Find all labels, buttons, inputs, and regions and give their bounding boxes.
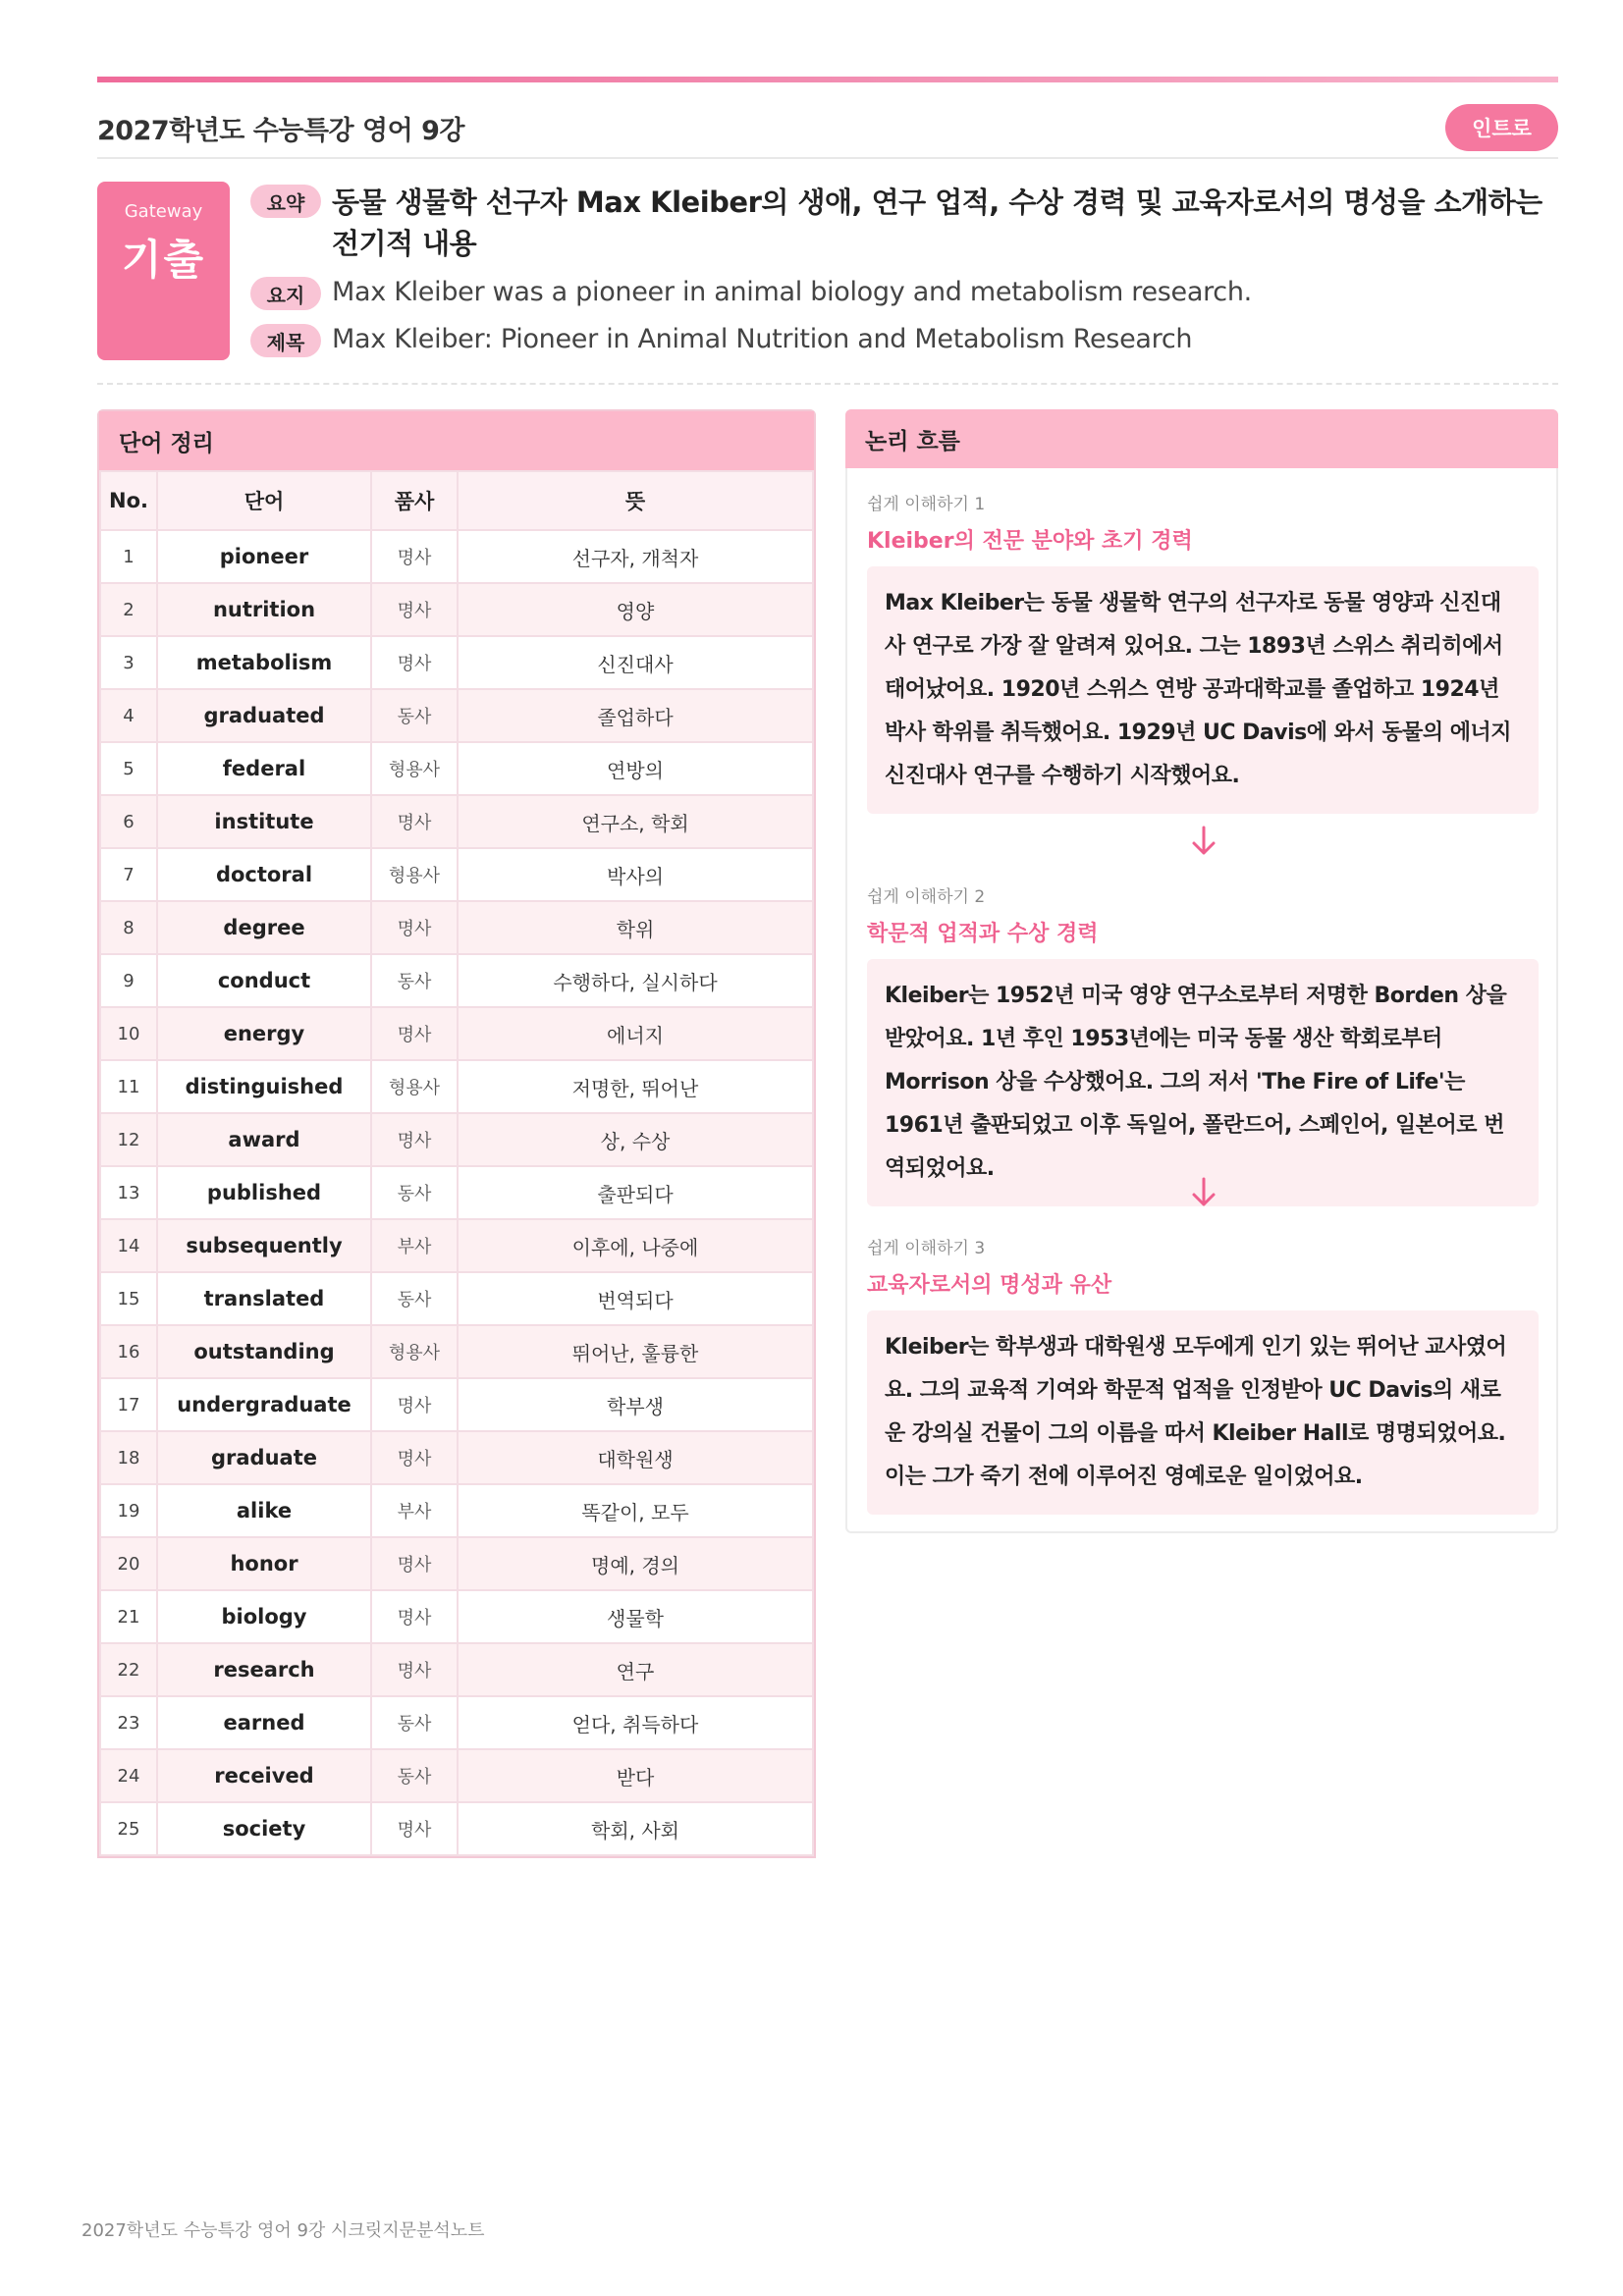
col-header-no: No. xyxy=(100,471,157,530)
vocab-table xyxy=(99,470,814,1856)
step-title: 교육자로서의 명성과 유산 xyxy=(867,1273,1112,1298)
vocab-meaning: 상, 수상 xyxy=(458,1113,813,1166)
vocab-word: institute xyxy=(157,795,371,848)
step-body: Kleiber는 학부생과 대학원생 모두에게 인기 있는 뛰어난 교사였어요. 그의 교육적 기여와 학문적 업적을 인정받아 UC Davis의 새로운 강의실 건물이 그의 이름을 따서 Kleiber Hall로 명명되었어요. 이는 그가 죽기 전에 이루어진 영예로운 일이었어요. xyxy=(867,1310,1539,1515)
vocab-pos: 동사 xyxy=(371,1166,458,1219)
vocab-no: 21 xyxy=(100,1590,157,1643)
vocab-no: 17 xyxy=(100,1378,157,1431)
vocab-no: 24 xyxy=(100,1749,157,1802)
summary-row xyxy=(250,182,1561,264)
step-title: Kleiber의 전문 분야와 초기 경력 xyxy=(867,529,1193,554)
vocab-heading: 단어 정리 xyxy=(99,411,814,470)
vocab-meaning: 번역되다 xyxy=(458,1272,813,1325)
gist-row xyxy=(250,274,1561,311)
vocab-pos: 명사 xyxy=(371,1378,458,1431)
vocab-header-row xyxy=(100,471,813,530)
vocab-pos: 부사 xyxy=(371,1484,458,1537)
vocab-no: 3 xyxy=(100,636,157,689)
vocab-row xyxy=(100,1378,813,1431)
vocab-row xyxy=(100,1007,813,1060)
vocab-row xyxy=(100,689,813,742)
vocab-word: society xyxy=(157,1802,371,1855)
vocab-word: alike xyxy=(157,1484,371,1537)
vocab-meaning: 학회, 사회 xyxy=(458,1802,813,1855)
vocab-row xyxy=(100,1166,813,1219)
vocab-no: 7 xyxy=(100,848,157,901)
vocab-meaning: 선구자, 개척자 xyxy=(458,530,813,583)
vocab-row xyxy=(100,1696,813,1749)
vocab-meaning: 수행하다, 실시하다 xyxy=(458,954,813,1007)
vocab-row xyxy=(100,1431,813,1484)
vocab-word: graduate xyxy=(157,1431,371,1484)
vocab-word: published xyxy=(157,1166,371,1219)
vocab-row xyxy=(100,1325,813,1378)
vocab-row xyxy=(100,1537,813,1590)
flow-step-1 xyxy=(867,490,1539,814)
vocab-pos: 명사 xyxy=(371,1537,458,1590)
vocab-word: earned xyxy=(157,1696,371,1749)
vocab-word: energy xyxy=(157,1007,371,1060)
gateway-main-label: 기출 xyxy=(121,236,206,284)
vocab-pos: 부사 xyxy=(371,1219,458,1272)
vocab-no: 4 xyxy=(100,689,157,742)
vocab-no: 6 xyxy=(100,795,157,848)
flow-step-3 xyxy=(867,1234,1539,1515)
vocab-row xyxy=(100,1590,813,1643)
vocab-pos: 동사 xyxy=(371,954,458,1007)
step-label: 쉽게 이해하기 3 xyxy=(867,1239,986,1258)
vocab-panel xyxy=(97,409,816,1858)
vocab-meaning: 신진대사 xyxy=(458,636,813,689)
vocab-word: outstanding xyxy=(157,1325,371,1378)
vocab-no: 19 xyxy=(100,1484,157,1537)
vocab-meaning: 뛰어난, 훌륭한 xyxy=(458,1325,813,1378)
vocab-no: 20 xyxy=(100,1537,157,1590)
vocab-word: graduated xyxy=(157,689,371,742)
vocab-word: received xyxy=(157,1749,371,1802)
vocab-row xyxy=(100,1749,813,1802)
vocab-pos: 형용사 xyxy=(371,1060,458,1113)
vocab-pos: 동사 xyxy=(371,1272,458,1325)
arrow-down-icon xyxy=(1184,822,1223,861)
title-row xyxy=(250,321,1561,358)
vocab-row xyxy=(100,530,813,583)
vocab-word: honor xyxy=(157,1537,371,1590)
vocab-no: 1 xyxy=(100,530,157,583)
vocab-meaning: 얻다, 취득하다 xyxy=(458,1696,813,1749)
vocab-row xyxy=(100,1113,813,1166)
title-text: Max Kleiber: Pioneer in Animal Nutrition and Metabolism Research xyxy=(332,324,1193,354)
vocab-pos: 명사 xyxy=(371,1431,458,1484)
vocab-word: pioneer xyxy=(157,530,371,583)
vocab-row xyxy=(100,1219,813,1272)
page-header xyxy=(97,98,1558,157)
title-tag: 제목 xyxy=(250,324,321,357)
vocab-row xyxy=(100,1643,813,1696)
vocab-pos: 명사 xyxy=(371,636,458,689)
vocab-pos: 형용사 xyxy=(371,848,458,901)
vocab-meaning: 학부생 xyxy=(458,1378,813,1431)
vocab-meaning: 영양 xyxy=(458,583,813,636)
vocab-pos: 명사 xyxy=(371,1113,458,1166)
vocab-row xyxy=(100,1802,813,1855)
page-title: 2027학년도 수능특강 영어 9강 xyxy=(97,115,464,146)
vocab-meaning: 받다 xyxy=(458,1749,813,1802)
vocab-table-body xyxy=(100,530,813,1855)
vocab-word: translated xyxy=(157,1272,371,1325)
vocab-meaning: 명예, 경의 xyxy=(458,1537,813,1590)
vocab-no: 25 xyxy=(100,1802,157,1855)
intro-button[interactable]: 인트로 xyxy=(1445,104,1558,151)
vocab-word: nutrition xyxy=(157,583,371,636)
vocab-row xyxy=(100,795,813,848)
step-label: 쉽게 이해하기 1 xyxy=(867,495,986,514)
vocab-pos: 형용사 xyxy=(371,1325,458,1378)
summary-text: 동물 생물학 선구자 Max Kleiber의 생애, 연구 업적, 수상 경력 및 교육자로서의 명성을 소개하는 전기적 내용 xyxy=(332,186,1542,260)
col-header-word: 단어 xyxy=(157,471,371,530)
vocab-meaning: 생물학 xyxy=(458,1590,813,1643)
step-body: Kleiber는 1952년 미국 영양 연구소로부터 저명한 Borden 상을 받았어요. 1년 후인 1953년에는 미국 동물 생산 학회로부터 Morrison 상을 수상했어요. 그의 저서 'The Fire of Life'는 1961년 출판되었고 이후 독일어, 폴란드어, 스페인어, 일본어로 번역되었어요. xyxy=(867,959,1539,1206)
vocab-pos: 명사 xyxy=(371,583,458,636)
vocab-word: distinguished xyxy=(157,1060,371,1113)
vocab-word: degree xyxy=(157,901,371,954)
vocab-row xyxy=(100,848,813,901)
vocab-row xyxy=(100,742,813,795)
vocab-row xyxy=(100,636,813,689)
header-divider xyxy=(97,157,1558,159)
vocab-row xyxy=(100,1484,813,1537)
vocab-word: award xyxy=(157,1113,371,1166)
vocab-pos: 형용사 xyxy=(371,742,458,795)
vocab-row xyxy=(100,1060,813,1113)
vocab-word: conduct xyxy=(157,954,371,1007)
vocab-no: 9 xyxy=(100,954,157,1007)
vocab-meaning: 똑같이, 모두 xyxy=(458,1484,813,1537)
vocab-word: doctoral xyxy=(157,848,371,901)
vocab-meaning: 졸업하다 xyxy=(458,689,813,742)
vocab-meaning: 연구소, 학회 xyxy=(458,795,813,848)
vocab-no: 13 xyxy=(100,1166,157,1219)
vocab-no: 8 xyxy=(100,901,157,954)
vocab-row xyxy=(100,901,813,954)
vocab-no: 5 xyxy=(100,742,157,795)
vocab-no: 12 xyxy=(100,1113,157,1166)
vocab-word: metabolism xyxy=(157,636,371,689)
vocab-meaning: 저명한, 뛰어난 xyxy=(458,1060,813,1113)
summary-section xyxy=(250,182,1561,368)
flow-heading: 논리 흐름 xyxy=(845,409,1558,468)
gateway-label: Gateway xyxy=(124,201,203,222)
page-footer: 2027학년도 수능특강 영어 9강 시크릿지문분석노트 xyxy=(81,2220,485,2241)
step-label: 쉽게 이해하기 2 xyxy=(867,887,986,907)
vocab-pos: 동사 xyxy=(371,1749,458,1802)
vocab-pos: 명사 xyxy=(371,795,458,848)
vocab-meaning: 박사의 xyxy=(458,848,813,901)
vocab-meaning: 이후에, 나중에 xyxy=(458,1219,813,1272)
vocab-no: 22 xyxy=(100,1643,157,1696)
vocab-meaning: 학위 xyxy=(458,901,813,954)
vocab-no: 16 xyxy=(100,1325,157,1378)
step-title: 학문적 업적과 수상 경력 xyxy=(867,922,1099,946)
gist-text: Max Kleiber was a pioneer in animal biology and metabolism research. xyxy=(332,277,1252,307)
vocab-pos: 명사 xyxy=(371,1590,458,1643)
arrow-down-icon xyxy=(1184,1173,1223,1212)
vocab-no: 14 xyxy=(100,1219,157,1272)
vocab-pos: 명사 xyxy=(371,1643,458,1696)
top-accent-bar xyxy=(97,77,1558,82)
col-header-meaning: 뜻 xyxy=(458,471,813,530)
vocab-row xyxy=(100,583,813,636)
vocab-word: subsequently xyxy=(157,1219,371,1272)
vocab-no: 10 xyxy=(100,1007,157,1060)
vocab-pos: 명사 xyxy=(371,530,458,583)
vocab-no: 15 xyxy=(100,1272,157,1325)
vocab-row xyxy=(100,1272,813,1325)
gist-tag: 요지 xyxy=(250,277,321,310)
vocab-no: 2 xyxy=(100,583,157,636)
vocab-no: 18 xyxy=(100,1431,157,1484)
vocab-no: 11 xyxy=(100,1060,157,1113)
vocab-word: biology xyxy=(157,1590,371,1643)
vocab-row xyxy=(100,954,813,1007)
vocab-word: federal xyxy=(157,742,371,795)
vocab-pos: 명사 xyxy=(371,1802,458,1855)
vocab-pos: 동사 xyxy=(371,689,458,742)
step-body: Max Kleiber는 동물 생물학 연구의 선구자로 동물 영양과 신진대사 연구로 가장 잘 알려져 있어요. 그는 1893년 스위스 취리히에서 태어났어요. 1920년 스위스 연방 공과대학교를 졸업하고 1924년 박사 학위를 취득했어요. 1929년 UC Davis에 와서 동물의 에너지 신진대사 연구를 수행하기 시작했어요. xyxy=(867,566,1539,814)
vocab-meaning: 에너지 xyxy=(458,1007,813,1060)
vocab-no: 23 xyxy=(100,1696,157,1749)
vocab-meaning: 연방의 xyxy=(458,742,813,795)
col-header-pos: 품사 xyxy=(371,471,458,530)
summary-tag: 요약 xyxy=(250,185,321,218)
flow-step-2 xyxy=(867,882,1539,1206)
vocab-pos: 명사 xyxy=(371,901,458,954)
gateway-badge xyxy=(97,182,230,360)
vocab-word: research xyxy=(157,1643,371,1696)
vocab-meaning: 대학원생 xyxy=(458,1431,813,1484)
vocab-pos: 명사 xyxy=(371,1007,458,1060)
vocab-word: undergraduate xyxy=(157,1378,371,1431)
logic-flow-panel xyxy=(845,409,1558,1533)
vocab-pos: 동사 xyxy=(371,1696,458,1749)
vocab-meaning: 연구 xyxy=(458,1643,813,1696)
dashed-divider xyxy=(97,383,1558,385)
vocab-meaning: 출판되다 xyxy=(458,1166,813,1219)
